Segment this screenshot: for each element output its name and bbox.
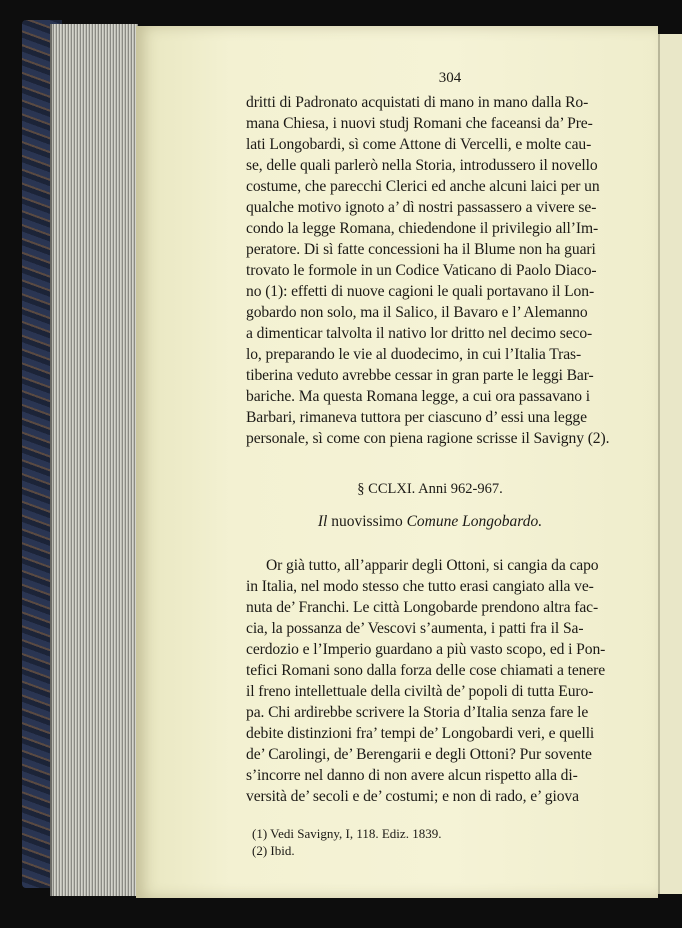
text-line: debite distinzioni fra’ tempi de’ Longobardi veri, e quelli <box>246 725 595 742</box>
facing-page-edge <box>658 34 682 894</box>
section-title <box>246 513 614 535</box>
text-line: versità de’ secoli e de’ costumi; e non di rado, e’ giova <box>246 788 579 805</box>
footnote-1: (1) Vedi Savigny, I, 118. Ediz. 1839. <box>252 826 442 841</box>
text-line: de’ Carolingi, de’ Berengarii e degli Ottoni? Pur sovente <box>246 746 592 763</box>
section-heading: § CCLXI. Anni 962-967. <box>357 481 503 497</box>
text-line: tefici Romani sono dalla forza delle cose chiamati a tenere <box>246 662 606 679</box>
paragraph-1 <box>246 92 614 449</box>
text-line: il freno intellettuale della civiltà de’ popoli di tutta Euro- <box>246 683 594 700</box>
text-line: s’incorre nel danno di non avere alcun rispetto alla di- <box>246 767 578 784</box>
text-line: trovato le formole in un Codice Vaticano di Paolo Diaco- <box>246 262 597 279</box>
text-line: se, delle quali parlerò nella Storia, introdussero il novello <box>246 157 598 174</box>
text-line: cerdozio e l’Imperio guardano a più vasto scopo, ed i Pon- <box>246 641 606 658</box>
section-title-main: nuovissimo <box>331 513 403 530</box>
text-line: nuta de’ Franchi. Le città Longobarde prendono altra fac- <box>246 599 599 616</box>
page-content <box>246 70 614 859</box>
section-title-suffix: Comune Longobardo. <box>406 513 543 530</box>
text-line: Barbari, rimaneva tuttora per ciascuno d’ essi una legge <box>246 409 587 426</box>
text-line: costume, che parecchi Clerici ed anche alcuni laici per un <box>246 178 600 195</box>
text-line: in Italia, nel modo stesso che tutto erasi cangiato alla ve- <box>246 578 594 595</box>
footnote-2: (2) Ibid. <box>252 843 295 858</box>
text-line: bariche. Ma questa Romana legge, a cui ora passavano i <box>246 388 591 405</box>
text-line: lo, preparando le vie al duodecimo, in cui l’Italia Tras- <box>246 346 582 363</box>
text-line: dritti di Padronato acquistati di mano in mano dalla Ro- <box>246 94 589 111</box>
section-title-prefix: Il <box>317 513 328 530</box>
text-line: lati Longobardi, sì come Attone di Vercelli, e molte cau- <box>246 136 592 153</box>
text-line: gobardo non solo, ma il Salico, il Bavaro e l’ Alemanno <box>246 304 588 321</box>
text-line: mana Chiesa, i nuovi studj Romani che faceansi da’ Pre- <box>246 115 593 132</box>
text-line: Or già tutto, all’apparir degli Ottoni, si cangia da capo <box>266 557 599 574</box>
text-line: tiberina veduto avrebbe cessar in gran parte le leggi Bar- <box>246 367 594 384</box>
paragraph-2 <box>246 555 614 807</box>
text-line: qualche motivo ignoto a’ dì nostri passassero a vivere se- <box>246 199 597 216</box>
text-line: pa. Chi ardirebbe scrivere la Storia d’Italia senza fare le <box>246 704 589 721</box>
text-line: a dimenticar talvolta il nativo lor dritto nel decimo seco- <box>246 325 593 342</box>
text-line: peratore. Di sì fatte concessioni ha il Blume non ha guari <box>246 241 596 258</box>
page-block-edges <box>50 24 138 896</box>
text-line: personale, sì come con piena ragione scrisse il Savigny (2). <box>246 430 610 447</box>
text-line: cia, la possanza de’ Vescovi s’aumenta, i patti fra il Sa- <box>246 620 584 637</box>
text-line: no (1): effetti di nuove cagioni le quali portavano il Lon- <box>246 283 595 300</box>
footnotes <box>246 825 614 859</box>
text-line: condo la legge Romana, chiedendone il privilegio all’Im- <box>246 220 599 237</box>
page-number: 304 <box>438 70 462 86</box>
